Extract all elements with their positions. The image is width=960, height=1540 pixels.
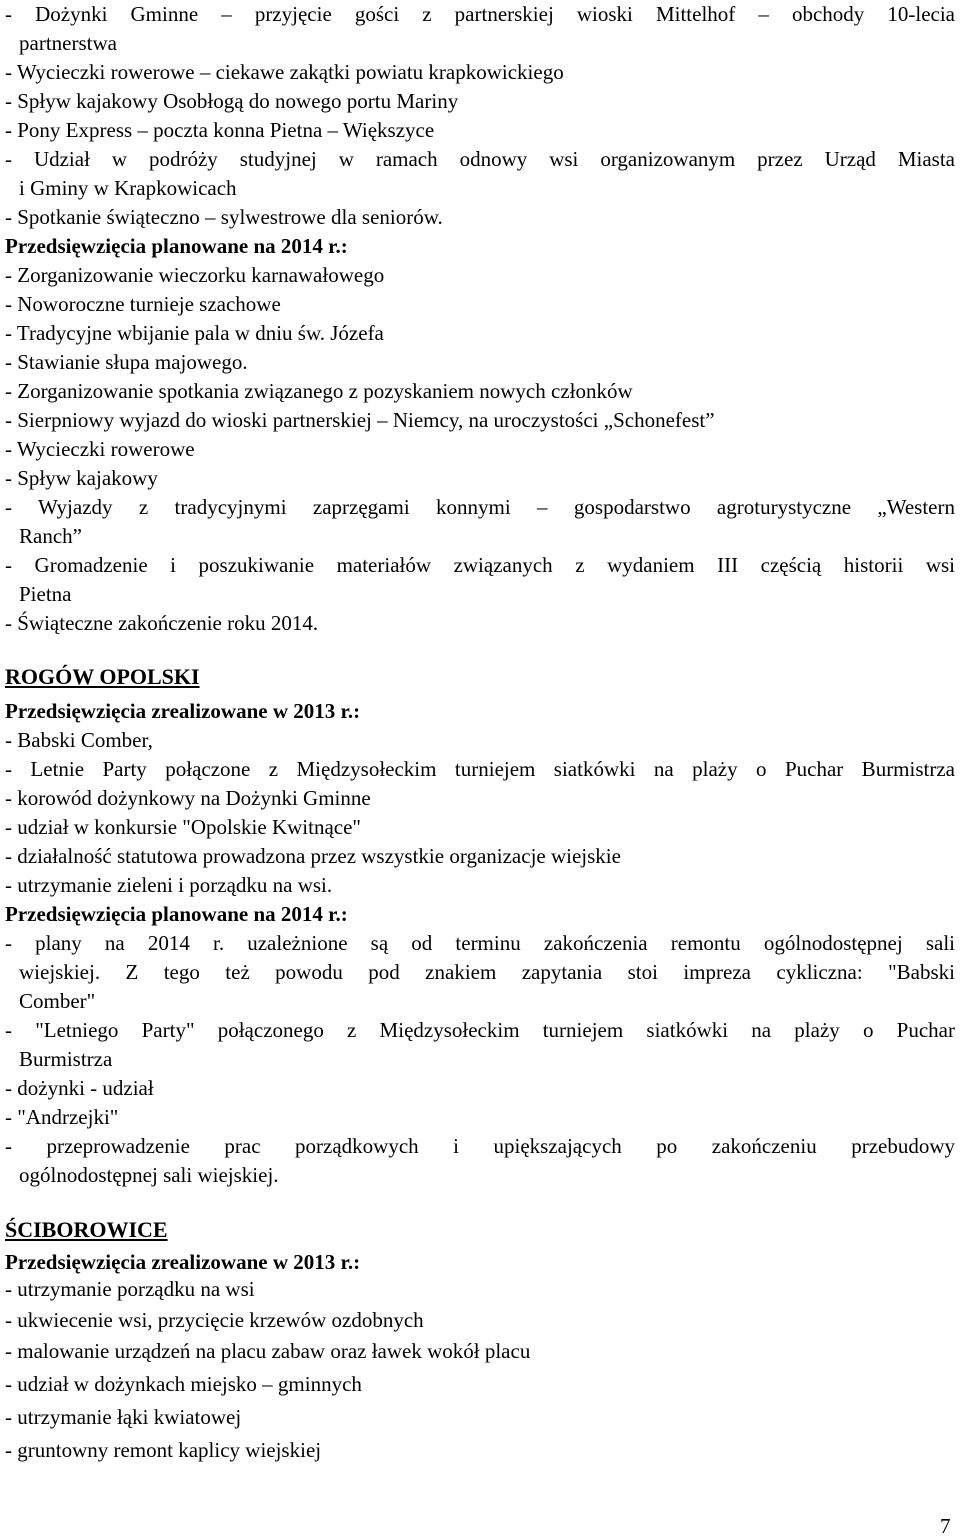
list-item: - ukwiecenie wsi, przycięcie krzewów ozdobnych [5, 1308, 424, 1332]
list-item: - przeprowadzenie prac porządkowych i upiększających po zakończeniu przebudowy [5, 1134, 955, 1158]
page-number: 7 [940, 1514, 951, 1538]
list-item: - korowód dożynkowy na Dożynki Gminne [5, 786, 371, 810]
continuation-line: Burmistrza [19, 1047, 113, 1071]
list-item: - Spływ kajakowy [5, 466, 158, 490]
list-item: - Udział w podróży studyjnej w ramach odnowy wsi organizowanym przez Urząd Miasta [5, 147, 955, 171]
list-item: - utrzymanie porządku na wsi [5, 1277, 255, 1301]
list-item: - Wyjazdy z tradycyjnymi zaprzęgami konnymi – gospodarstwo agroturystyczne „Western [5, 495, 955, 519]
village-title: ROGÓW OPOLSKI [5, 664, 200, 689]
list-item: - Babski Comber, [5, 728, 153, 752]
continuation-line: Comber" [19, 989, 96, 1013]
continuation-line: Pietna [19, 582, 72, 606]
list-item: - Gromadzenie i poszukiwanie materiałów związanych z wydaniem III częścią historii wsi [5, 553, 955, 577]
list-item: - Wycieczki rowerowe [5, 437, 195, 461]
list-item: - malowanie urządzeń na placu zabaw oraz ławek wokół placu [5, 1339, 531, 1363]
list-item: - Świąteczne zakończenie roku 2014. [5, 611, 319, 635]
list-item: - Pony Express – poczta konna Pietna – Większyce [5, 118, 435, 142]
continuation-line: Ranch” [19, 524, 82, 548]
list-item: - Stawianie słupa majowego. [5, 350, 248, 374]
list-item: - Zorganizowanie wieczorku karnawałowego [5, 263, 385, 287]
section-heading: Przedsięwzięcia planowane na 2014 r.: [5, 902, 348, 926]
list-item: - Sierpniowy wyjazd do wioski partnerskiej – Niemcy, na uroczystości „Schonefest” [5, 408, 715, 432]
list-item: - Zorganizowanie spotkania związanego z pozyskaniem nowych członków [5, 379, 633, 403]
list-item: - utrzymanie zieleni i porządku na wsi. [5, 873, 333, 897]
list-item: - Wycieczki rowerowe – ciekawe zakątki powiatu krapkowickiego [5, 60, 564, 84]
list-item: - działalność statutowa prowadzona przez wszystkie organizacje wiejskie [5, 844, 621, 868]
continuation-line: wiejskiej. Z tego też powodu pod znakiem zapytania stoi impreza cykliczna: "Babski [19, 960, 955, 984]
continuation-line: partnerstwa [19, 31, 117, 55]
continuation-line: i Gminy w Krapkowicach [19, 176, 237, 200]
section-heading: Przedsięwzięcia zrealizowane w 2013 r.: [5, 1250, 361, 1274]
list-item: - dożynki - udział [5, 1076, 154, 1100]
list-item: - Tradycyjne wbijanie pala w dniu św. Józefa [5, 321, 384, 345]
list-item: - udział w dożynkach miejsko – gminnych [5, 1372, 362, 1396]
list-item: - gruntowny remont kaplicy wiejskiej [5, 1438, 322, 1462]
list-item: - Noworoczne turnieje szachowe [5, 292, 281, 316]
list-item: - Spływ kajakowy Osobłogą do nowego portu Mariny [5, 89, 459, 113]
list-item: - Letnie Party połączone z Międzysołeckim turniejem siatkówki na plaży o Puchar Burmistrza [5, 757, 955, 781]
list-item: - "Letniego Party" połączonego z Międzysołeckim turniejem siatkówki na plaży o Puchar [5, 1018, 955, 1042]
list-item: - plany na 2014 r. uzależnione są od terminu zakończenia remontu ogólnodostępnej sali [5, 931, 955, 955]
list-item: - Spotkanie świąteczno – sylwestrowe dla seniorów. [5, 205, 443, 229]
section-heading: Przedsięwzięcia zrealizowane w 2013 r.: [5, 699, 361, 723]
list-item: - udział w konkursie "Opolskie Kwitnące" [5, 815, 361, 839]
list-item: - utrzymanie łąki kwiatowej [5, 1405, 242, 1429]
section-heading: Przedsięwzięcia planowane na 2014 r.: [5, 234, 348, 258]
list-item: - Dożynki Gminne – przyjęcie gości z partnerskiej wioski Mittelhof – obchody 10-lecia [5, 2, 955, 26]
village-title: ŚCIBOROWICE [5, 1217, 168, 1242]
list-item: - "Andrzejki" [5, 1105, 119, 1129]
continuation-line: ogólnodostępnej sali wiejskiej. [19, 1163, 279, 1187]
